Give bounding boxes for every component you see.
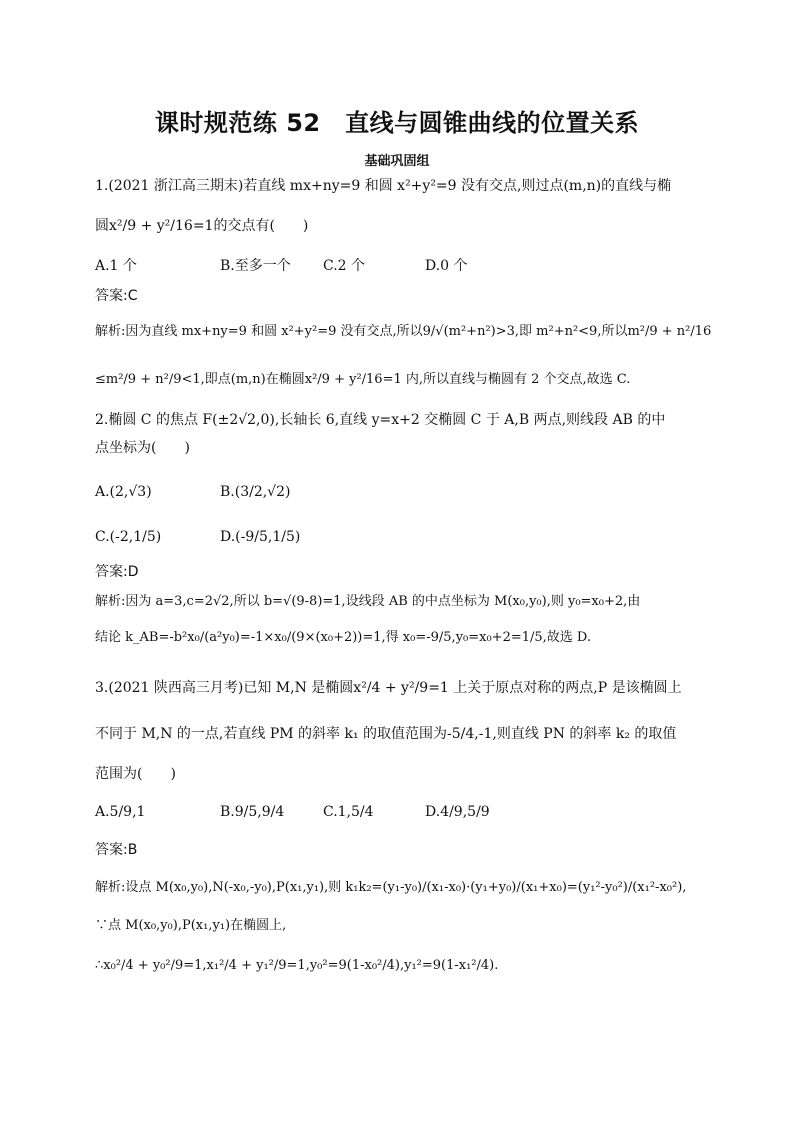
question-1-solution-line-2: ≤m²/9 + n²/9<1,即点(m,n)在椭圆x²/9 + y²/16=1 内,所以直线与椭圆有 2 个交点,故选 C.	[95, 372, 631, 387]
question-1-line-2: 圆x²/9 + y²/16=1的交点有( )	[95, 218, 309, 234]
question-1-option-a: A.1 个	[95, 258, 137, 274]
question-2-option-b: B.(3/2,√2)	[220, 484, 291, 500]
question-2-solution-line-2: 结论 k_AB=-b²x₀/(a²y₀)=-1×x₀/(9×(x₀+2))=1,得 x₀=-9/5,y₀=x₀+2=1/5,故选 D.	[95, 630, 592, 645]
question-3-line-1: 3.(2021 陕西高三月考)已知 M,N 是椭圆x²/4 + y²/9=1 上关于原点对称的两点,P 是该椭圆上	[95, 680, 682, 696]
question-2-line-1: 2.椭圆 C 的焦点 F(±2√2,0),长轴长 6,直线 y=x+2 交椭圆 C 于 A,B 两点,则线段 AB 的中	[95, 412, 666, 428]
question-3-line-3: 范围为( )	[95, 766, 176, 782]
question-3-option-c: C.1,5/4	[323, 804, 374, 820]
question-3-line-2: 不同于 M,N 的一点,若直线 PM 的斜率 k₁ 的取值范围为-5/4,-1,则直线 PN 的斜率 k₂ 的取值	[95, 726, 677, 742]
question-1-option-d: D.0 个	[425, 258, 468, 274]
question-2-option-c: C.(-2,1/5)	[95, 529, 162, 545]
section-heading: 基础巩固组	[364, 154, 430, 169]
question-3-option-d: D.4/9,5/9	[425, 804, 490, 820]
question-3-answer: 答案:B	[95, 842, 138, 858]
question-2-answer: 答案:D	[95, 564, 139, 580]
question-1-answer: 答案:C	[95, 288, 138, 304]
question-3-option-a: A.5/9,1	[95, 804, 146, 820]
question-3-solution-line-3: ∴x₀²/4 + y₀²/9=1,x₁²/4 + y₁²/9=1,y₀²=9(1-x₀²/4),y₁²=9(1-x₁²/4).	[95, 958, 499, 973]
question-1-option-c: C.2 个	[323, 258, 366, 274]
question-2-option-d: D.(-9/5,1/5)	[220, 529, 301, 545]
question-1-solution-line-1: 解析:因为直线 mx+ny=9 和圆 x²+y²=9 没有交点,所以9/√(m²+n²)>3,即 m²+n²<9,所以m²/9 + n²/16	[95, 324, 712, 339]
question-3-solution-line-2: ∵点 M(x₀,y₀),P(x₁,y₁)在椭圆上,	[95, 918, 287, 933]
question-2-line-2: 点坐标为( )	[95, 440, 190, 456]
question-2-option-a: A.(2,√3)	[95, 484, 152, 500]
question-3-option-b: B.9/5,9/4	[220, 804, 285, 820]
question-1-line-1: 1.(2021 浙江高三期末)若直线 mx+ny=9 和圆 x²+y²=9 没有交点,则过点(m,n)的直线与椭	[95, 178, 672, 194]
question-1-option-b: B.至多一个	[220, 258, 291, 274]
question-2-solution-line-1: 解析:因为 a=3,c=2√2,所以 b=√(9-8)=1,设线段 AB 的中点坐标为 M(x₀,y₀),则 y₀=x₀+2,由	[95, 594, 641, 609]
question-3-solution-line-1: 解析:设点 M(x₀,y₀),N(-x₀,-y₀),P(x₁,y₁),则 k₁k₂=(y₁-y₀)/(x₁-x₀)·(y₁+y₀)/(x₁+x₀)=(y₁²-y₀²)/(x₁²-x₀²),	[95, 880, 687, 895]
page-title: 课时规范练 52 直线与圆锥曲线的位置关系	[154, 109, 640, 137]
